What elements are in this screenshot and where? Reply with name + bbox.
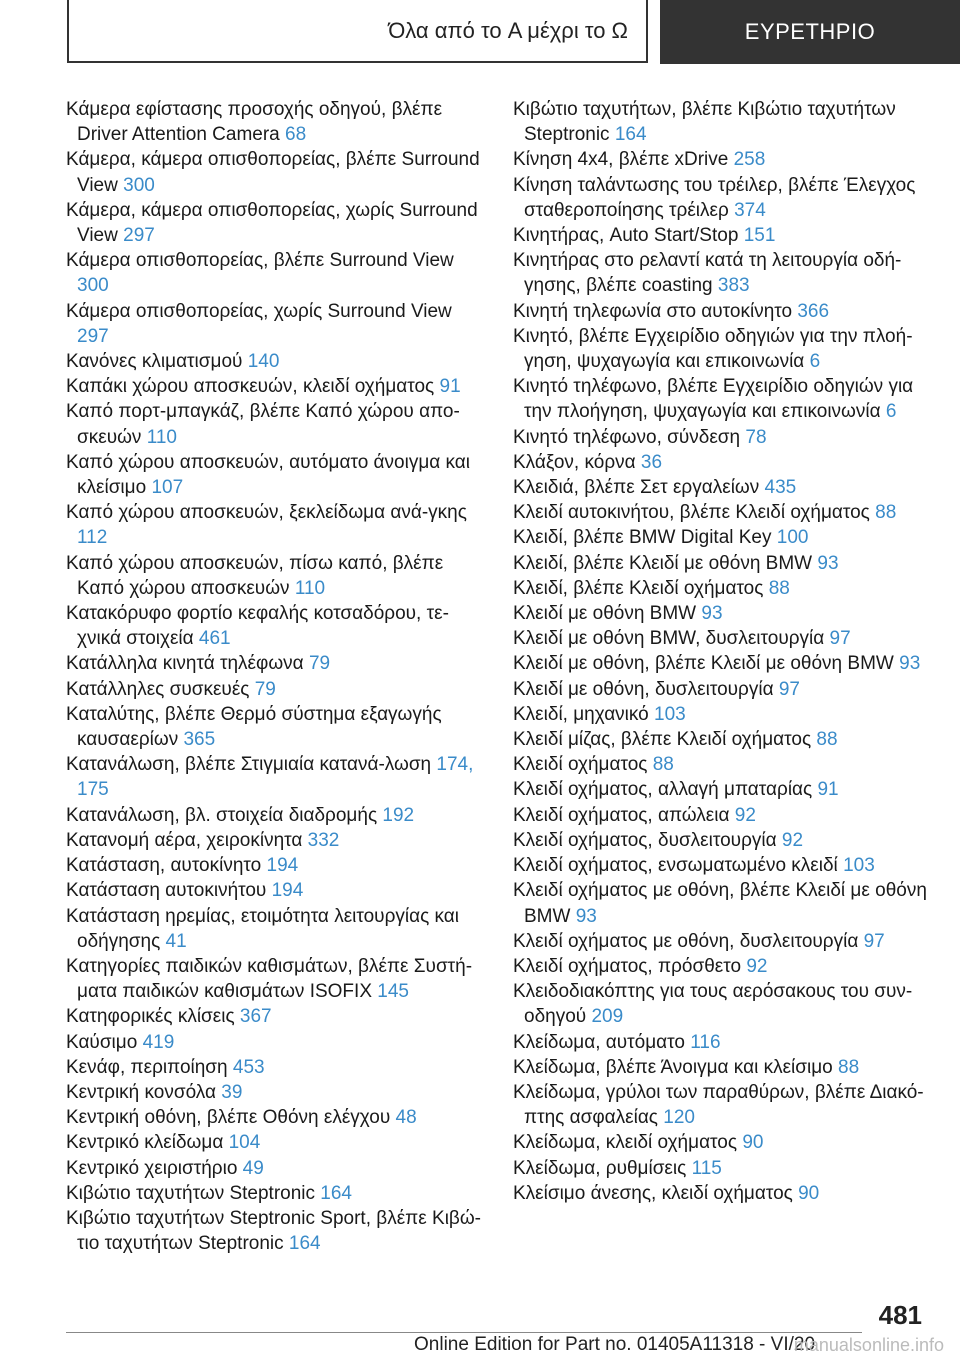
page-link[interactable]: 88 — [816, 729, 838, 751]
index-entry-text: Κινητό τηλέφωνο, βλέπε Εγχειρίδιο οδηγιών για την πλοήγηση, ψυχαγωγία και επικοινωνία — [513, 376, 914, 423]
index-entry-pages — [440, 376, 461, 397]
index-entry-pages — [886, 401, 897, 422]
page-link[interactable]: 91 — [439, 376, 461, 398]
page-link[interactable]: 97 — [863, 930, 885, 952]
index-entry-text: Κλάξον, κόρνα — [513, 451, 636, 473]
index-entry-pages — [830, 628, 851, 649]
index-entry-pages — [255, 679, 276, 700]
index-entry-pages — [641, 452, 662, 473]
index-column-right — [513, 97, 933, 1206]
index-entry-pages — [769, 578, 790, 599]
index-entry-pages — [734, 200, 766, 221]
index-entry-pages — [77, 527, 107, 548]
index-entry — [66, 1055, 486, 1080]
page-link[interactable]: 366 — [797, 300, 830, 322]
index-entry — [66, 601, 486, 651]
page-link[interactable]: 140 — [247, 351, 280, 373]
index-entry-pages — [663, 1107, 695, 1128]
page-link[interactable]: 174 — [436, 754, 469, 776]
page-header — [0, 0, 960, 67]
index-entry-pages — [864, 931, 885, 952]
index-entry-text: Καπό χώρου αποσκευών, ξεκλείδωμα ανά-γκης — [66, 502, 467, 524]
page-link[interactable]: 93 — [817, 552, 839, 574]
index-entry-text: Κλειδί αυτοκινήτου, βλέπε Κλειδί οχήματος — [513, 502, 870, 524]
index-entry-pages — [382, 805, 414, 826]
index-entry-pages — [615, 124, 647, 145]
index-entry-text: Κατανάλωση, βλ. στοιχεία διαδρομής — [66, 804, 378, 826]
page-link[interactable]: 6 — [809, 351, 821, 373]
index-entry — [513, 525, 933, 550]
index-entry-text: Κλειδοδιακόπτης για τους αερόσακους του συν-οδηγού — [513, 981, 913, 1028]
page-link[interactable]: 6 — [885, 401, 897, 423]
index-entry — [513, 828, 933, 853]
index-entry — [513, 223, 933, 248]
index-entry-pages — [692, 1158, 722, 1179]
index-entry-text: Κεντρική οθόνη, βλέπε Οθόνη ελέγχου — [66, 1107, 391, 1129]
index-entry-text: Κλειδί, μηχανικό — [513, 703, 649, 725]
index-entry-text: Κατηγορίες παιδικών καθισμάτων, βλέπε Συστή-ματα παιδικών καθισμάτων ISOFIX — [66, 955, 473, 1003]
index-entry-pages — [744, 225, 776, 246]
index-entry-pages — [875, 502, 896, 523]
index-entry — [513, 576, 933, 601]
page-link[interactable]: 92 — [734, 804, 756, 826]
index-entry-text: Κλειδί οχήματος, ενσωματωμένο κλειδί — [513, 855, 838, 877]
index-entry — [66, 1206, 486, 1256]
index-entry-text: Κλειδί, βλέπε Κλειδί με οθόνη BMW — [513, 552, 813, 574]
page-link[interactable]: 39 — [221, 1081, 243, 1103]
index-entry-pages — [838, 1057, 859, 1078]
index-column-left — [66, 97, 486, 1256]
index-entry-pages — [289, 1233, 321, 1254]
index-entry — [66, 1181, 486, 1206]
page-link[interactable]: 383 — [717, 275, 750, 297]
page-number: 481 — [878, 1300, 922, 1330]
index-entry-text: Κλειδί οχήματος, πρόσθετο — [513, 955, 742, 977]
page-link[interactable]: 97 — [778, 678, 800, 700]
index-entry — [513, 601, 933, 626]
index-entry-pages — [77, 326, 109, 347]
index-entry — [513, 1030, 933, 1055]
index-entry-text: Κλειδί με οθόνη BMW, δυσλειτουργία — [513, 628, 825, 650]
page-link[interactable]: 93 — [899, 653, 921, 675]
index-entry-pages — [734, 149, 766, 170]
page-link[interactable]: 209 — [591, 1006, 624, 1028]
index-entry-pages — [899, 653, 920, 674]
index-entry — [513, 878, 933, 928]
index-entry-text: Κλείδωμα, κλειδί οχήματος — [513, 1132, 738, 1154]
page-link[interactable]: 100 — [776, 527, 809, 549]
index-entry-pages — [810, 351, 821, 372]
page-link[interactable]: 435 — [764, 477, 797, 499]
page-link[interactable]: 36 — [640, 451, 663, 473]
page-link[interactable]: 120 — [663, 1107, 695, 1129]
page-link[interactable]: 90 — [742, 1132, 764, 1154]
index-entry-pages — [295, 578, 325, 599]
index-entry-text: Κάμερα οπισθοπορείας, βλέπε Surround View — [66, 250, 454, 272]
index-entry-pages — [199, 628, 231, 649]
index-entry-text: Κλειδί οχήματος, αλλαγή μπαταρίας — [513, 779, 813, 801]
page-link[interactable]: 110 — [146, 426, 177, 448]
page-link[interactable]: 175 — [77, 779, 109, 801]
index-entry-text: Κινητό τηλέφωνο, σύνδεση — [513, 426, 741, 448]
index-entry-text: Καταλύτης, βλέπε Θερμό σύστημα εξαγωγής καυσαερίων — [66, 703, 442, 751]
index-entry-pages — [782, 830, 803, 851]
index-entry — [66, 299, 486, 349]
index-entry — [513, 374, 933, 424]
index-entry-text: Κατανάλωση, βλέπε Στιγμιαία κατανά-λωση — [66, 754, 432, 776]
index-entry-text: Κίνηση 4x4, βλέπε xDrive — [513, 149, 729, 171]
index-entry-text: Κατάλληλα κινητά τηλέφωνα — [66, 653, 304, 675]
page-link[interactable]: 97 — [829, 628, 851, 650]
index-entry-text: Κατανομή αέρα, χειροκίνητα — [66, 829, 303, 851]
index-entry-pages — [151, 477, 183, 498]
page-link[interactable]: 88 — [875, 502, 897, 524]
index-entry — [66, 1080, 486, 1105]
index-entry — [66, 828, 486, 853]
page-link[interactable]: 68 — [285, 124, 307, 146]
page-link[interactable]: 48 — [395, 1107, 417, 1129]
index-entry — [513, 147, 933, 172]
page-link[interactable]: 194 — [271, 880, 304, 902]
index-entry-pages — [308, 830, 340, 851]
index-entry-pages — [777, 527, 809, 548]
page-link[interactable]: 192 — [382, 804, 415, 826]
index-entry — [66, 500, 486, 550]
footer-divider — [66, 1332, 862, 1333]
index-entry-text: Καύσιμο — [66, 1031, 138, 1053]
index-entry-pages — [267, 855, 299, 876]
index-entry — [66, 752, 486, 802]
index-entry — [66, 853, 486, 878]
index-entry — [513, 626, 933, 651]
index-entry — [513, 651, 933, 676]
index-entry-pages — [735, 805, 756, 826]
index-entry — [66, 1004, 486, 1029]
index-tab-label: ΕΥΡΕΤΗΡΙΟ — [744, 19, 876, 44]
watermark: manualsonline.info — [793, 1335, 944, 1355]
index-entry — [66, 1030, 486, 1055]
page-link[interactable]: 297 — [77, 325, 109, 347]
page-link[interactable]: 78 — [745, 426, 767, 448]
index-entry-pages — [396, 1107, 417, 1128]
index-entry-text: Κανόνες κλιματισμού — [66, 351, 243, 373]
page-link[interactable]: 79 — [254, 678, 276, 700]
index-entry-text: Κινητό, βλέπε Εγχειρίδιο οδηγιών για την πλοή-γηση, ψυχαγωγία και επικοινωνία — [513, 325, 913, 373]
page-link[interactable]: 93 — [575, 905, 597, 927]
page-link[interactable]: 103 — [843, 855, 875, 877]
index-entry-text: Κλειδί οχήματος, δυσλειτουργία — [513, 829, 777, 851]
index-entry-text: Καπό χώρου αποσκευών, αυτόματο άνοιγμα και κλείσιμο — [66, 451, 471, 499]
index-entry — [66, 97, 486, 147]
page-link[interactable]: 258 — [733, 149, 766, 171]
index-entry-text: Κλειδί με οθόνη BMW — [513, 603, 697, 625]
index-entry-text: Καπό χώρου αποσκευών, πίσω καπό, βλέπε Καπό χώρου αποσκευών — [66, 552, 444, 599]
index-entry — [66, 1156, 486, 1181]
index-entry-pages — [166, 931, 187, 952]
index-entry — [513, 677, 933, 702]
index-entry-text: Κλειδί, βλέπε BMW Digital Key — [513, 527, 772, 549]
index-entry — [513, 979, 933, 1029]
index-entry — [513, 551, 933, 576]
index-entry — [513, 929, 933, 954]
index-entry-pages — [576, 906, 597, 927]
index-entry — [513, 702, 933, 727]
index-entry-text: Κεντρική κονσόλα — [66, 1081, 216, 1103]
page-link[interactable]: 92 — [746, 955, 768, 977]
index-entry-pages — [285, 124, 306, 145]
page-link[interactable]: 374 — [734, 199, 766, 221]
index-entry-pages — [272, 880, 304, 901]
index-entry-pages — [843, 855, 875, 876]
index-entry-text: Κιβώτιο ταχυτήτων Steptronic — [66, 1182, 316, 1204]
index-entry — [66, 399, 486, 449]
page-link[interactable]: 194 — [266, 855, 299, 877]
section-tab[interactable] — [67, 0, 648, 63]
page-link[interactable]: 164 — [614, 124, 647, 146]
index-entry — [513, 1055, 933, 1080]
page-link[interactable]: 300 — [77, 275, 109, 297]
index-entry-text: Κινητήρας, Auto Start/Stop — [513, 225, 739, 247]
page-link[interactable]: 88 — [652, 754, 674, 776]
index-entry — [513, 1130, 933, 1155]
page-link[interactable]: 88 — [768, 577, 790, 599]
index-entry — [513, 727, 933, 752]
index-entry-pages — [248, 351, 280, 372]
index-entry — [66, 803, 486, 828]
index-entry — [66, 702, 486, 752]
index-entry-text: Κατάλληλες συσκευές — [66, 678, 250, 700]
index-entry — [513, 1181, 933, 1206]
index-entry-text: Κατάσταση, αυτοκίνητο — [66, 855, 262, 877]
index-entry-pages — [653, 754, 674, 775]
index-entry-pages — [797, 301, 829, 322]
index-entry-pages — [309, 653, 330, 674]
index-entry-pages — [816, 729, 837, 750]
page-link[interactable]: 419 — [142, 1031, 175, 1053]
page-link[interactable]: 164 — [288, 1233, 321, 1255]
index-entry-pages — [377, 981, 409, 1002]
index-entry-text: Κιβώτιο ταχυτήτων, βλέπε Κιβώτιο ταχυτήτων Steptronic — [513, 99, 896, 146]
index-entry — [513, 853, 933, 878]
index-entry — [513, 248, 933, 298]
page-link[interactable]: 112 — [77, 527, 108, 549]
index-entry-text: Κιβώτιο ταχυτήτων Steptronic Sport, βλέπε Κιβώ-τιο ταχυτήτων Steptronic — [66, 1207, 482, 1255]
index-entry-pages — [779, 679, 800, 700]
page-link[interactable]: 110 — [294, 577, 326, 599]
index-entry-text: Κενάφ, περιποίηση — [66, 1056, 228, 1078]
page-link[interactable]: 116 — [690, 1031, 721, 1053]
index-entry-pages — [742, 1132, 763, 1153]
page-link[interactable]: 49 — [242, 1157, 264, 1179]
page-link[interactable]: 88 — [838, 1056, 860, 1078]
index-entry-pages — [123, 175, 155, 196]
index-entry-pages — [654, 704, 686, 725]
index-entry-pages — [123, 225, 155, 246]
page-link[interactable]: 104 — [228, 1132, 261, 1154]
section-tab-label: Όλα από το A μέχρι το Ω — [388, 17, 628, 43]
index-entry — [66, 450, 486, 500]
page-link[interactable]: 365 — [183, 729, 216, 751]
page-link[interactable]: 367 — [239, 1006, 272, 1028]
page-link[interactable]: 164 — [320, 1182, 352, 1204]
index-entry — [513, 777, 933, 802]
index-entry — [513, 173, 933, 223]
index-entry-pages — [243, 1158, 264, 1179]
index-entry-pages — [817, 779, 838, 800]
index-entry-text: Κεντρικό κλείδωμα — [66, 1132, 224, 1154]
index-entry — [66, 651, 486, 676]
index-entry-text: Κλειδί οχήματος με οθόνη, δυσλειτουργία — [513, 930, 859, 952]
page-link[interactable]: 93 — [701, 603, 723, 625]
index-entry — [66, 954, 486, 1004]
index-entry — [513, 954, 933, 979]
index-entry-text: Κλείσιμο άνεσης, κλειδί οχήματος — [513, 1182, 793, 1204]
page-link[interactable]: 332 — [307, 829, 340, 851]
index-entry — [513, 324, 933, 374]
index-entry-pages — [221, 1082, 242, 1103]
index-entry-text: Κατακόρυφο φορτίο κεφαλής κοτσαδόρου, τε-χνικά στοιχεία — [66, 603, 449, 650]
index-entry — [66, 349, 486, 374]
index-entry-text: Κλειδί οχήματος με οθόνη, βλέπε Κλειδί με οθόνη BMW — [513, 880, 927, 927]
index-entry — [513, 500, 933, 525]
index-entry-pages — [240, 1006, 272, 1027]
index-entry-pages — [229, 1132, 261, 1153]
index-entry-text: Κατηφορικές κλίσεις — [66, 1006, 235, 1028]
index-entry-pages: 174, 175 — [77, 754, 474, 801]
index-entry — [513, 1080, 933, 1130]
index-entry-pages — [701, 603, 722, 624]
index-entry-pages — [718, 275, 750, 296]
index-entry-text: Κλείδωμα, γρύλοι των παραθύρων, βλέπε Διακό-πτης ασφαλείας — [513, 1081, 924, 1129]
index-entry-text: Κινητήρας στο ρελαντί κατά τη λειτουργία οδή-γησης, βλέπε coasting — [513, 250, 902, 297]
page-link[interactable]: 300 — [123, 174, 155, 196]
page-link[interactable]: 90 — [798, 1182, 820, 1204]
page-link[interactable]: 41 — [165, 930, 187, 952]
page-link[interactable]: 145 — [377, 981, 409, 1003]
index-entry-pages — [765, 477, 797, 498]
page-link[interactable]: 151 — [743, 225, 776, 247]
index-entry — [513, 803, 933, 828]
index-entry-pages — [147, 427, 177, 448]
index-entry-text: Κλείδωμα, αυτόματο — [513, 1031, 685, 1053]
index-entry-pages — [591, 1006, 623, 1027]
index-entry-pages — [746, 956, 767, 977]
index-entry-pages — [690, 1032, 720, 1053]
edition-text: Online Edition for Part no. 01405A11318 - VI/20 — [414, 1334, 816, 1355]
index-entry-pages — [143, 1032, 175, 1053]
index-entry-text: Κάμερα εφίστασης προσοχής οδηγού, βλέπε Driver Attention Camera — [66, 99, 443, 146]
page-link[interactable]: 92 — [781, 829, 804, 851]
page-link[interactable]: 115 — [691, 1157, 722, 1179]
index-entry-pages — [798, 1183, 819, 1204]
index-entry — [513, 425, 933, 450]
index-entry — [513, 1156, 933, 1181]
index-entry — [513, 450, 933, 475]
index-entry — [66, 374, 486, 399]
index-entry-text: Κλειδί μίζας, βλέπε Κλειδί οχήματος — [513, 729, 812, 751]
index-entry-text: Κάμερα οπισθοπορείας, χωρίς Surround View — [66, 300, 452, 322]
index-entry-text: Καπάκι χώρου αποσκευών, κλειδί οχήματος — [66, 376, 435, 398]
index-entry-pages — [320, 1183, 352, 1204]
index-entry — [66, 551, 486, 601]
index-entry-text: Κίνηση ταλάντωσης του τρέιλερ, βλέπε Έλεγχος σταθεροποίησης τρέιλερ — [513, 174, 916, 221]
index-entry-text: Κλειδιά, βλέπε Σετ εργαλείων — [513, 477, 760, 499]
page-link[interactable]: 453 — [232, 1056, 265, 1078]
index-entry-text: Κλειδί οχήματος, απώλεια — [513, 804, 730, 826]
index-entry — [66, 677, 486, 702]
index-entry-pages — [233, 1057, 265, 1078]
index-entry — [513, 475, 933, 500]
index-entry-text: Κινητή τηλεφωνία στο αυτοκίνητο — [513, 300, 793, 322]
index-entry-text: Κάμερα, κάμερα οπισθοπορείας, χωρίς Surround View — [66, 199, 478, 247]
index-entry — [66, 147, 486, 197]
index-entry-pages — [183, 729, 215, 750]
index-entry-text: Κλειδί, βλέπε Κλειδί οχήματος — [513, 577, 764, 599]
index-entry-text: Κλείδωμα, βλέπε Άνοιγμα και κλείσιμο — [513, 1056, 833, 1078]
index-entry — [513, 752, 933, 777]
index-entry-text: Κεντρικό χειριστήριο — [66, 1157, 238, 1179]
index-entry-text: Κατάσταση αυτοκινήτου — [66, 880, 267, 902]
index-entry — [66, 1130, 486, 1155]
index-entry-text: Κλειδί με οθόνη, δυσλειτουργία — [513, 678, 774, 700]
index-entry-text: Κλειδί με οθόνη, βλέπε Κλειδί με οθόνη BMW — [513, 653, 894, 675]
page-link[interactable]: 297 — [123, 225, 155, 247]
index-entry-text: Καπό πορτ-μπαγκάζ, βλέπε Καπό χώρου απο-σκευών — [66, 401, 460, 448]
index-entry-text: Κλειδί οχήματος — [513, 754, 648, 776]
index-entry — [66, 248, 486, 298]
index-tab[interactable] — [660, 0, 960, 64]
index-entry — [66, 1105, 486, 1130]
index-entry-text: Κάμερα, κάμερα οπισθοπορείας, βλέπε Surround View — [66, 149, 480, 196]
page-link[interactable]: 461 — [198, 628, 231, 650]
index-entry-pages — [77, 275, 109, 296]
page-link[interactable]: 103 — [654, 703, 686, 725]
index-entry-text: Κλείδωμα, ρυθμίσεις — [513, 1157, 687, 1179]
index-entry-pages — [745, 427, 766, 448]
page-link[interactable]: 91 — [817, 779, 839, 801]
index-entry — [66, 878, 486, 903]
index-entry — [513, 97, 933, 147]
index-entry — [66, 198, 486, 248]
page-link[interactable]: 107 — [151, 477, 184, 499]
index-entry-text: Κατάσταση ηρεμίας, ετοιμότητα λειτουργίας και οδήγησης — [66, 905, 459, 952]
page-link[interactable]: 79 — [308, 653, 331, 675]
index-entry — [513, 299, 933, 324]
index-entry — [66, 904, 486, 954]
index-entry-pages — [817, 553, 838, 574]
